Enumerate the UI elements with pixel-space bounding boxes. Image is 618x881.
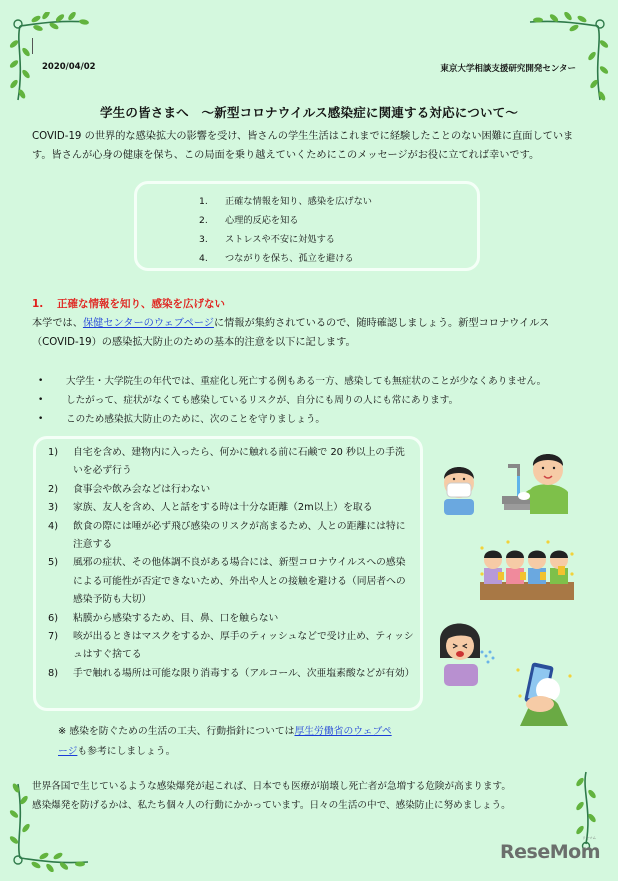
bullet-item: • このため感染拡大防止のために、次のことを守りましょう。 <box>38 414 326 425</box>
rule-item: 8) 手で触れる場所は可能な限り消毒する（アルコール、次亜塩素酸などが有効） <box>48 667 415 679</box>
rule-item: 3) 家族、友人を含め、人と話をする時は十分な距離（2m以上）を取る <box>48 502 373 514</box>
table-of-contents <box>199 192 372 268</box>
toc-item: 4. つながりを保ち、孤立を避ける <box>199 253 354 264</box>
bullet-item: • したがって、症状がなくても感染しているリスクが、自分にも周りの人にも常にあります。 <box>38 395 459 406</box>
bullet-item: • 大学生・大学院生の年代では、重症化し死亡する例もある一方、感染しても無症状のことが少なくありません。 <box>38 376 547 387</box>
toc-item: 1. 正確な情報を知り、感染を広げない <box>199 196 372 207</box>
reference-note: ※ 感染を防ぐための生活の工夫、行動指針については厚生労働省のウェブページも参考にしましょう。 <box>58 726 392 757</box>
resemom-watermark-logo: ReseMom <box>500 841 600 863</box>
rule-item: 1) 自宅を含め、建物内に入ったら、何かに触れる前に石鹸で 20 秒以上の手洗いを必ず行う <box>48 447 405 477</box>
rule-item: 6) 粘膜から感染するため、目、鼻、口を触らない <box>48 612 279 624</box>
mhlw-link[interactable]: 厚生労働省のウェブページ <box>58 726 392 757</box>
toc-item: 3. ストレスや不安に対処する <box>199 234 335 245</box>
section-1-paragraph: 本学では、保健センターのウェブページに情報が集約されているので、随時確認しましょう。新型コロナウイルス（COVID-19）の感染拡大防止のための基本的注意を以下に記します。 <box>32 318 550 348</box>
section-1-heading: 1. 正確な情報を知り、感染を広げない <box>32 298 225 310</box>
rule-item: 5) 風邪の症状、その他体調不良がある場合には、新型コロナウイルスへの感染による可能性が否定できないため、外出や人との接触を避ける（同居者への感染予防も大切） <box>48 557 406 606</box>
prevention-rules-list <box>48 444 414 683</box>
rule-item: 4) 飲食の際には唾が必ず飛び感染のリスクが高まるため、人との距離には特に注意する <box>48 520 406 551</box>
table-of-contents-box <box>134 181 480 271</box>
closing-paragraph: 世界各国で生じているような感染爆発が起これば、日本でも医療が崩壊し死亡者が急増する危険が高まります。 感染爆発を防げるかは、私たち個々人の行動にかかっています。日々の生活の中で、感染防止に努めましょう。 <box>32 781 511 811</box>
bullet-list <box>38 372 546 429</box>
hands-wiping-smartphone-illustration <box>512 660 574 726</box>
woman-coughing-illustration <box>438 618 498 686</box>
watermark-subtext: リセマム <box>582 836 596 840</box>
group-drinking-party-illustration <box>478 540 576 602</box>
prevention-rules-box <box>33 436 423 711</box>
vine-decoration-top-right <box>520 12 612 102</box>
rule-item: 2) 食事会や飲み会などは行わない <box>48 483 211 495</box>
document-date: 2020/04/02 <box>42 62 96 72</box>
text-cursor <box>32 38 33 54</box>
toc-item: 2. 心理的反応を知る <box>199 215 299 226</box>
boy-washing-hands-illustration <box>500 442 575 514</box>
intro-paragraph: COVID-19 の世界的な感染拡大の影響を受け、皆さんの学生生活はこれまでに経験したことのない困難に直面しています。皆さんが心身の健康を保ち、この局面を乗り越えていくためにこのメッセージがお役に立てれば幸いです。 <box>32 131 574 161</box>
organization-name: 東京大学相談支援研究開発センター <box>440 64 576 74</box>
rule-item: 7) 咳が出るときはマスクをするか、厚手のティッシュなどで受け止め、ティッシュはすぐ捨てる <box>48 631 414 661</box>
health-center-link[interactable]: 保健センターのウェブページ <box>82 318 214 329</box>
boy-wearing-mask-illustration <box>434 455 484 515</box>
vine-decoration-top-left <box>6 12 98 102</box>
document-title: 学生の皆さまへ ～新型コロナウイルス感染症に関連する対応について～ <box>99 105 519 120</box>
